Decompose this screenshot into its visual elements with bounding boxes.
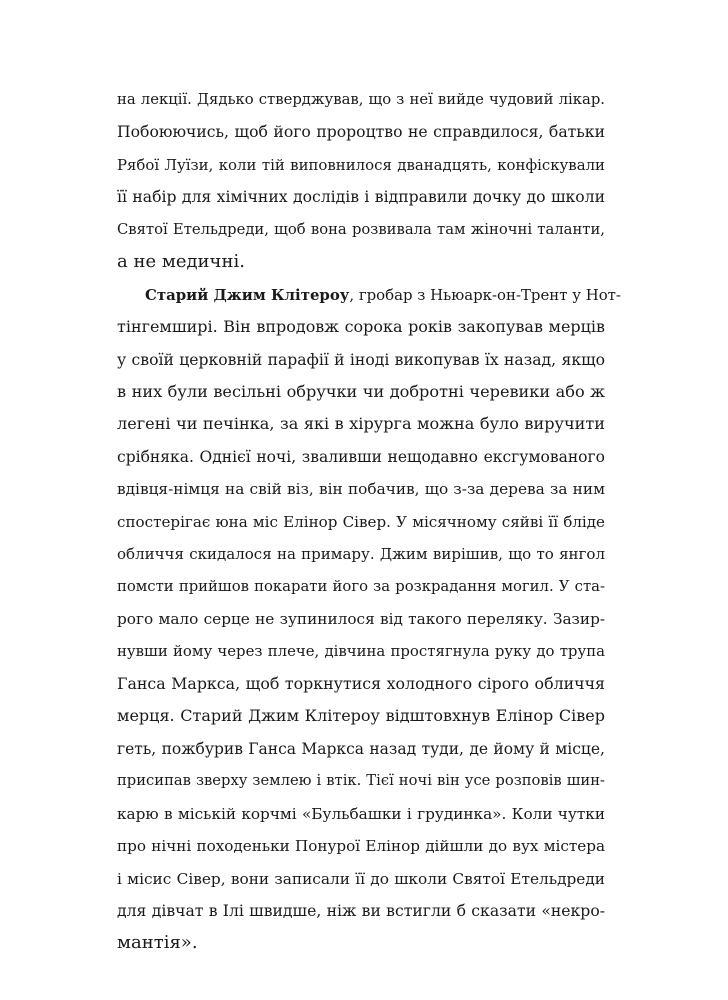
- character-name: Старий Джим Клітероу: [145, 285, 350, 304]
- text-line: обличчя скидалося на примару. Джим вирішив, що то янгол: [117, 545, 605, 564]
- text-line: у своїй церковній парафії й іноді викопував їх назад, якщо: [117, 350, 605, 369]
- text-line: карю в міській корчмі «Бульбашки і грудинка». Коли чутки: [117, 804, 605, 823]
- body-text: [117, 84, 621, 960]
- text-line: вдівця-німця на свій віз, він побачив, що з-за дерева за ним: [117, 480, 605, 499]
- text-line: мантія».: [117, 932, 198, 954]
- paragraph-first-line: [117, 279, 621, 311]
- text-line: і місис Сівер, вони записали її до школи Святої Етельдреди: [117, 869, 605, 888]
- text-line: на лекції. Дядько стверджував, що з неї вийде чудовий лікар.: [117, 91, 605, 108]
- text-line: помсти прийшов покарати його за розкрадання могил. У ста-: [117, 577, 605, 595]
- text-line: присипав зверху землею і втік. Тієї ночі він усе розповів шин-: [117, 772, 605, 790]
- text-line: її набір для хімічних дослідів і відправили дочку до школи: [117, 187, 605, 207]
- text-line: геть, пожбурив Ганса Маркса назад туди, де йому й місце,: [117, 739, 605, 758]
- text-line: Ганса Маркса, щоб торкнутися холодного сірого обличчя: [117, 673, 605, 693]
- text-line: мерця. Старий Джим Клітероу відштовхнув Елінор Сівер: [117, 706, 605, 726]
- text-line: в них були весільні обручки чи добротні черевики або ж: [117, 381, 605, 401]
- text-line: Рябої Луїзи, коли тій виповнилося дванадцять, конфіскували: [117, 155, 605, 174]
- text-line: нувши йому через плече, дівчина простягнула руку до трупа: [117, 642, 605, 661]
- text-line: Святої Етельдреди, щоб вона розвивала там жіночні таланти,: [117, 220, 605, 238]
- text-run: , гробар з Ньюарк-он-Трент у Нот-: [349, 285, 621, 304]
- text-line: тінгемширі. Він впродовж сорока років закопував мерців: [117, 317, 605, 337]
- text-line: рого мало серце не зупинилося від такого переляку. Зазир-: [117, 610, 605, 628]
- text-line: а не медичні.: [117, 251, 245, 273]
- text-line: срібняка. Однієї ночі, звaливши нещодавно ексгумованого: [117, 447, 605, 466]
- text-line: для дівчат в Ілі швидше, ніж ви встигли б сказати «некро-: [117, 900, 605, 920]
- text-line: Побоюючись, щоб його пророцтво не справдилося, батьки: [117, 122, 605, 142]
- text-line: спостерігає юна міс Елінор Сівер. У місячному сяйві її бліде: [117, 512, 605, 531]
- text-line: легені чи печінка, за які в хірурга можна було виручити: [117, 414, 605, 434]
- text-line: про нічні походеньки Понурої Елінор дійшли до вух містера: [117, 837, 605, 856]
